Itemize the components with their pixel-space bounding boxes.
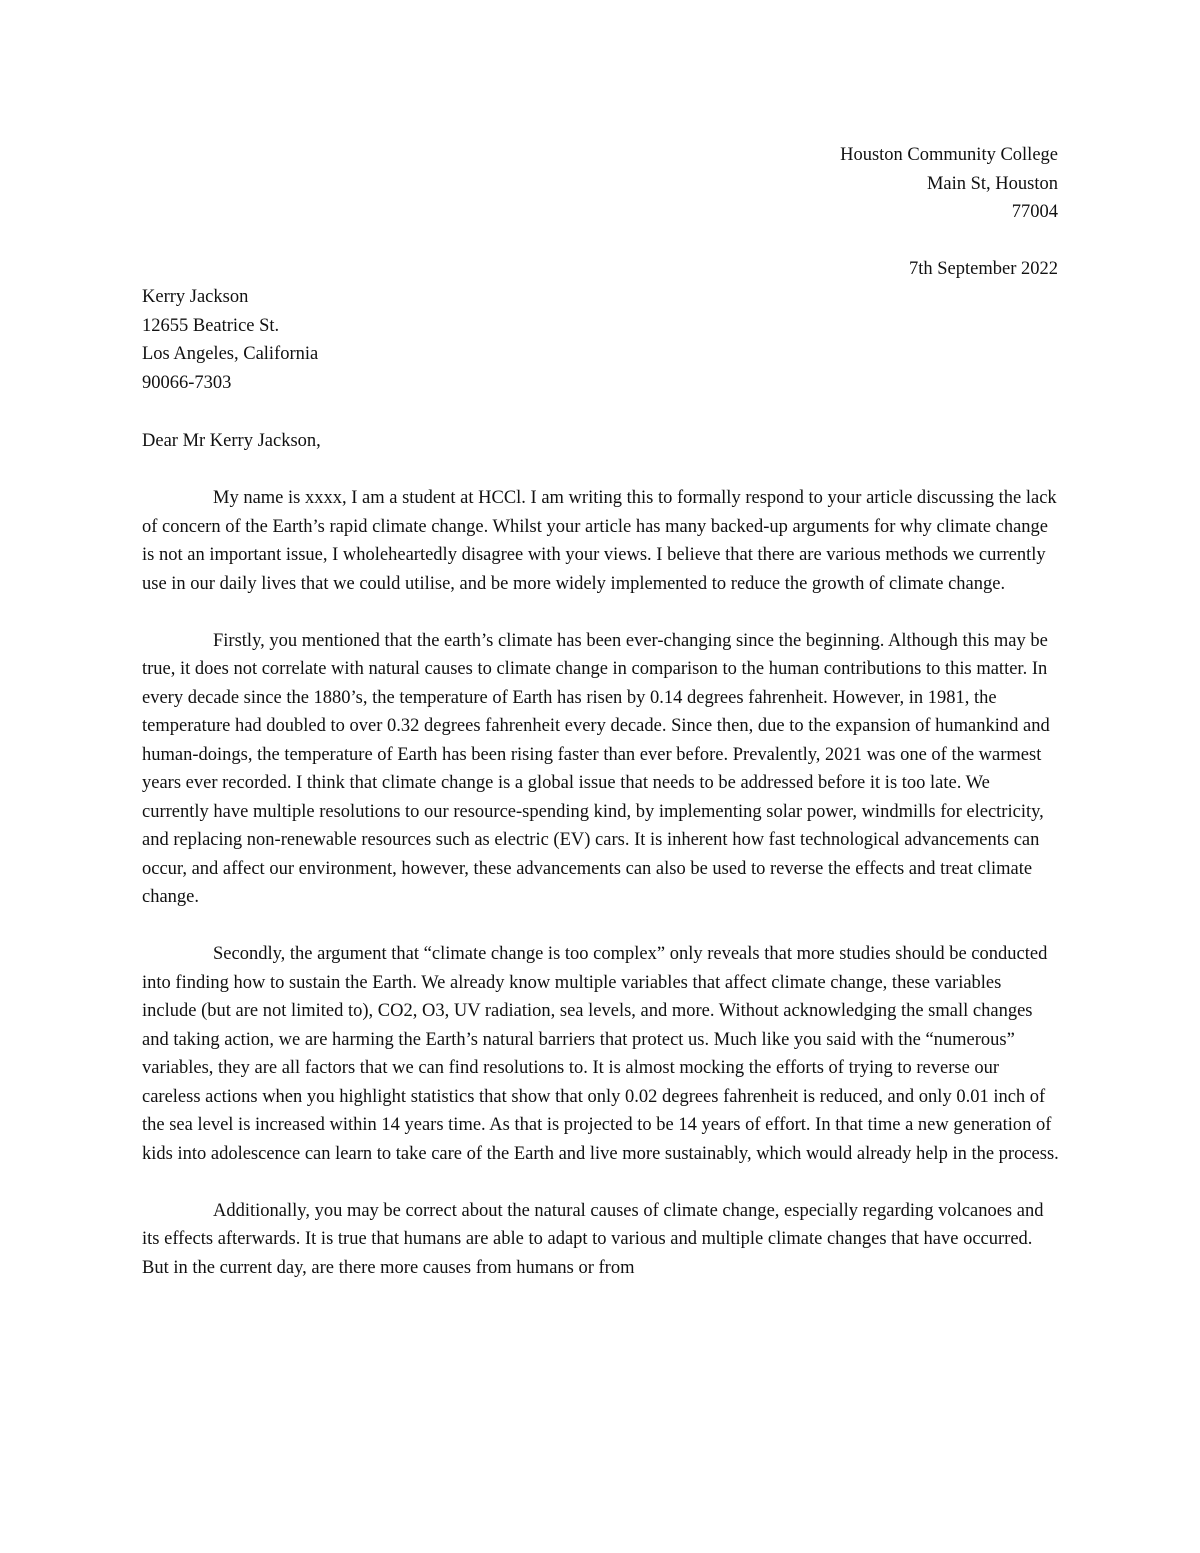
letter-date: 7th September 2022 [908, 259, 1058, 279]
recipient-street: 12655 Beatrice St. [142, 315, 280, 336]
paragraph-firstly: Firstly, you mentioned that the earth’s climate has been ever-changing since the beginning. Although this may be true, it does not correlate with natural causes to climate change in comparison to the human contributions to this matter. In every decade since the 1880’s, the temperature of Earth has risen by 0.14 degrees fahrenheit. However, in 1981, the temperature had doubled to over 0.32 degrees fahrenheit every decade. Since then, due to the expansion of humankind and human-doings, the temperature of Earth has been rising faster than ever before. Prevalently, 2021 was one of the warmest years ever recorded. I think that climate change is a global issue that needs to be addressed before it is too late. We currently have multiple resolutions to our resource-spending kind, by implementing solar power, windmills for electricity, and replacing non-renewable resources such as electric (EV) cars. It is inherent how fast technological advancements can occur, and affect our environment, however, these advancements can also be used to reverse the effects and treat climate change. [142, 630, 1050, 907]
recipient-zip: 90066-7303 [142, 372, 232, 393]
sender-address [840, 141, 1058, 227]
salutation: Dear Mr Kerry Jackson, [142, 431, 321, 451]
sender-street: Main St, Houston [926, 173, 1058, 194]
sender-zip: 77004 [1011, 202, 1058, 222]
paragraph-additionally: Additionally, you may be correct about the natural causes of climate change, especially regarding volcanoes and its effects afterwards. It is true that humans are able to adapt to various and multiple climate changes that have occurred. But in the current day, are there more causes from humans or from [142, 1200, 1044, 1278]
paragraph-intro: My name is xxxx, I am a student at HCCl. I am writing this to formally respond to your article discussing the lack of concern of the Earth’s rapid climate change. Whilst your article has many backed-up arguments for why climate change is not an important issue, I wholeheartedly disagree with your views. I believe that there are various methods we currently use in our daily lives that we could utilise, and be more widely implemented to reduce the growth of climate change. [142, 488, 1057, 594]
recipient-city: Los Angeles, California [142, 344, 319, 364]
sender-name: Houston Community College [840, 145, 1058, 165]
recipient-name: Kerry Jackson [142, 287, 249, 307]
letter-body [142, 484, 1060, 1311]
recipient-address [142, 283, 318, 397]
paragraph-secondly: Secondly, the argument that “climate change is too complex” only reveals that more studies should be conducted into finding how to sustain the Earth. We already know multiple variables that affect climate change, these variables include (but are not limited to), CO2, O3, UV radiation, sea levels, and more. Without acknowledging the small changes and taking action, we are harming the Earth’s natural barriers that protect us. Much like you said with the “numerous” variables, they are all factors that we can find resolutions to. It is almost mocking the efforts of trying to reverse our careless actions when you highlight statistics that show that only 0.02 degrees fahrenheit is reduced, and only 0.01 inch of the sea level is increased within 14 years time. As that is projected to be 14 years of effort. In that time a new generation of kids into adolescence can learn to take care of the Earth and live more sustainably, which would already help in the process. [142, 944, 1059, 1164]
